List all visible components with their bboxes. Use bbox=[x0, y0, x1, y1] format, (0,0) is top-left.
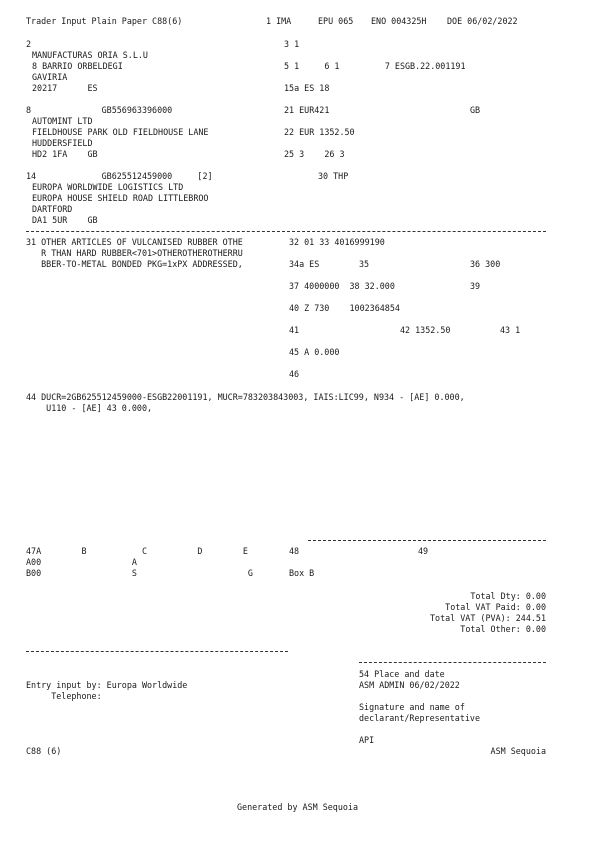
box-54-place-and-date-value: ASM ADMIN 06/02/2022 bbox=[359, 680, 460, 690]
box-21-country: GB bbox=[470, 105, 481, 115]
box-31-description-line-2: R THAN HARD RUBBER<701>OTHEROTHEROTHERRU bbox=[26, 248, 243, 258]
consignee-name: AUTOMINT LTD bbox=[32, 116, 93, 126]
box-31-description-line-3: BBER-TO-METAL BONDED PKG=1xPX ADDRESSED, bbox=[26, 259, 243, 269]
consignor-address-2: GAVIRIA bbox=[32, 72, 68, 82]
box-40-previous-document: 40 Z 730 1002364854 bbox=[289, 303, 400, 313]
box-45-adjustment: 45 A 0.000 bbox=[289, 347, 340, 357]
left-footer-rule bbox=[26, 651, 288, 652]
box-1-declaration-type: 1 IMA bbox=[266, 16, 292, 26]
api-label: API bbox=[359, 735, 375, 745]
declarant-address-1: EUROPA HOUSE SHIELD ROAD LITTLEBROO bbox=[32, 193, 209, 203]
box-37-38-cpc-net-mass: 37 4000000 38 32.000 bbox=[289, 281, 395, 291]
total-duty: Total Dty: 0.00 bbox=[470, 591, 546, 601]
telephone-label: Telephone: bbox=[26, 691, 102, 701]
box-21-transport: 21 EUR421 bbox=[284, 105, 330, 115]
box-34a-origin: 34a ES bbox=[289, 259, 320, 269]
form-title: Trader Input Plain Paper C88(6) bbox=[26, 16, 183, 26]
right-footer-rule bbox=[359, 662, 546, 663]
box-36-preference: 36 300 bbox=[470, 259, 501, 269]
declarant-name: EUROPA WORLDWIDE LOGISTICS LTD bbox=[32, 182, 184, 192]
box-2-label: 2 bbox=[26, 39, 32, 49]
box-35-gross-mass: 35 bbox=[359, 259, 370, 269]
box-43-valuation-method: 43 1 bbox=[500, 325, 521, 335]
consignor-address-1: 8 BARRIO ORBELDEGI bbox=[32, 61, 123, 71]
box-30-location-of-goods: 30 THP bbox=[318, 171, 349, 181]
entry-input-by: Entry input by: Europa Worldwide bbox=[26, 680, 188, 690]
box-44-additional-info-line-1: 44 DUCR=2GB625512459000-ESGB22001191, MUCR=783203843003, IAIS:LIC99, N934 - [AE] 0.000, bbox=[26, 392, 465, 402]
box-3-forms: 3 1 bbox=[284, 39, 300, 49]
box-44-additional-info-line-2: U110 - [AE] 43 0.000, bbox=[26, 403, 153, 413]
box-46-statistical-value: 46 bbox=[289, 369, 300, 379]
epu-number: EPU 065 bbox=[318, 16, 354, 26]
software-name: ASM Sequoia bbox=[490, 746, 546, 756]
box-48-49-rule bbox=[308, 540, 546, 541]
box-47-header: 47A B C D E bbox=[26, 546, 248, 556]
box-49-warehouse: 49 bbox=[418, 546, 429, 556]
signature-label-line-2: declarant/Representative bbox=[359, 713, 481, 723]
consignor-postcode: 20217 ES bbox=[32, 83, 98, 93]
entry-number: ENO 004325H bbox=[371, 16, 427, 26]
box-5-6-7-items-packages-reference: 5 1 6 1 7 ESGB.22.001191 bbox=[284, 61, 466, 71]
box-31-description-line-1: 31 OTHER ARTICLES OF VULCANISED RUBBER OTHE bbox=[26, 237, 243, 247]
box-b-label: Box B bbox=[289, 568, 315, 578]
box-25-26-transport-mode: 25 3 26 3 bbox=[284, 149, 345, 159]
box-15a-dispatch-country: 15a ES 18 bbox=[284, 83, 330, 93]
total-vat-paid: Total VAT Paid: 0.00 bbox=[445, 602, 546, 612]
signature-label-line-1: Signature and name of bbox=[359, 702, 465, 712]
total-vat-pva: Total VAT (PVA): 244.51 bbox=[430, 613, 546, 623]
box-22-currency-amount: 22 EUR 1352.50 bbox=[284, 127, 355, 137]
declarant-address-2: DARTFORD bbox=[32, 204, 73, 214]
consignor-name: MANUFACTURAS ORIA S.L.U bbox=[32, 50, 148, 60]
consignee-address-1: FIELDHOUSE PARK OLD FIELDHOUSE LANE bbox=[32, 127, 209, 137]
generated-by: Generated by ASM Sequoia bbox=[236, 802, 358, 812]
box-14-declarant-eori: 14 GB625512459000 [2] bbox=[26, 171, 213, 181]
declarant-postcode: DA1 5UR GB bbox=[32, 215, 98, 225]
box-47-row-a: A00 A bbox=[26, 557, 137, 567]
box-41-supplementary-units: 41 bbox=[289, 325, 300, 335]
total-other: Total Other: 0.00 bbox=[460, 624, 546, 634]
box-42-item-price: 42 1352.50 bbox=[400, 325, 451, 335]
box-48-deferred-payment: 48 bbox=[289, 546, 300, 556]
box-32-33-item-commodity: 32 01 33 4016999190 bbox=[289, 237, 385, 247]
box-8-consignee-eori: 8 GB556963396000 bbox=[26, 105, 173, 115]
consignee-address-2: HUDDERSFIELD bbox=[32, 138, 93, 148]
consignee-postcode: HD2 1FA GB bbox=[32, 149, 98, 159]
box-54-place-and-date-label: 54 Place and date bbox=[359, 669, 445, 679]
box-47-row-b: B00 S G bbox=[26, 568, 253, 578]
form-code: C88 (6) bbox=[26, 746, 62, 756]
date-of-entry: DOE 06/02/2022 bbox=[447, 16, 518, 26]
divider-rule bbox=[26, 231, 546, 232]
box-39-quota: 39 bbox=[470, 281, 481, 291]
